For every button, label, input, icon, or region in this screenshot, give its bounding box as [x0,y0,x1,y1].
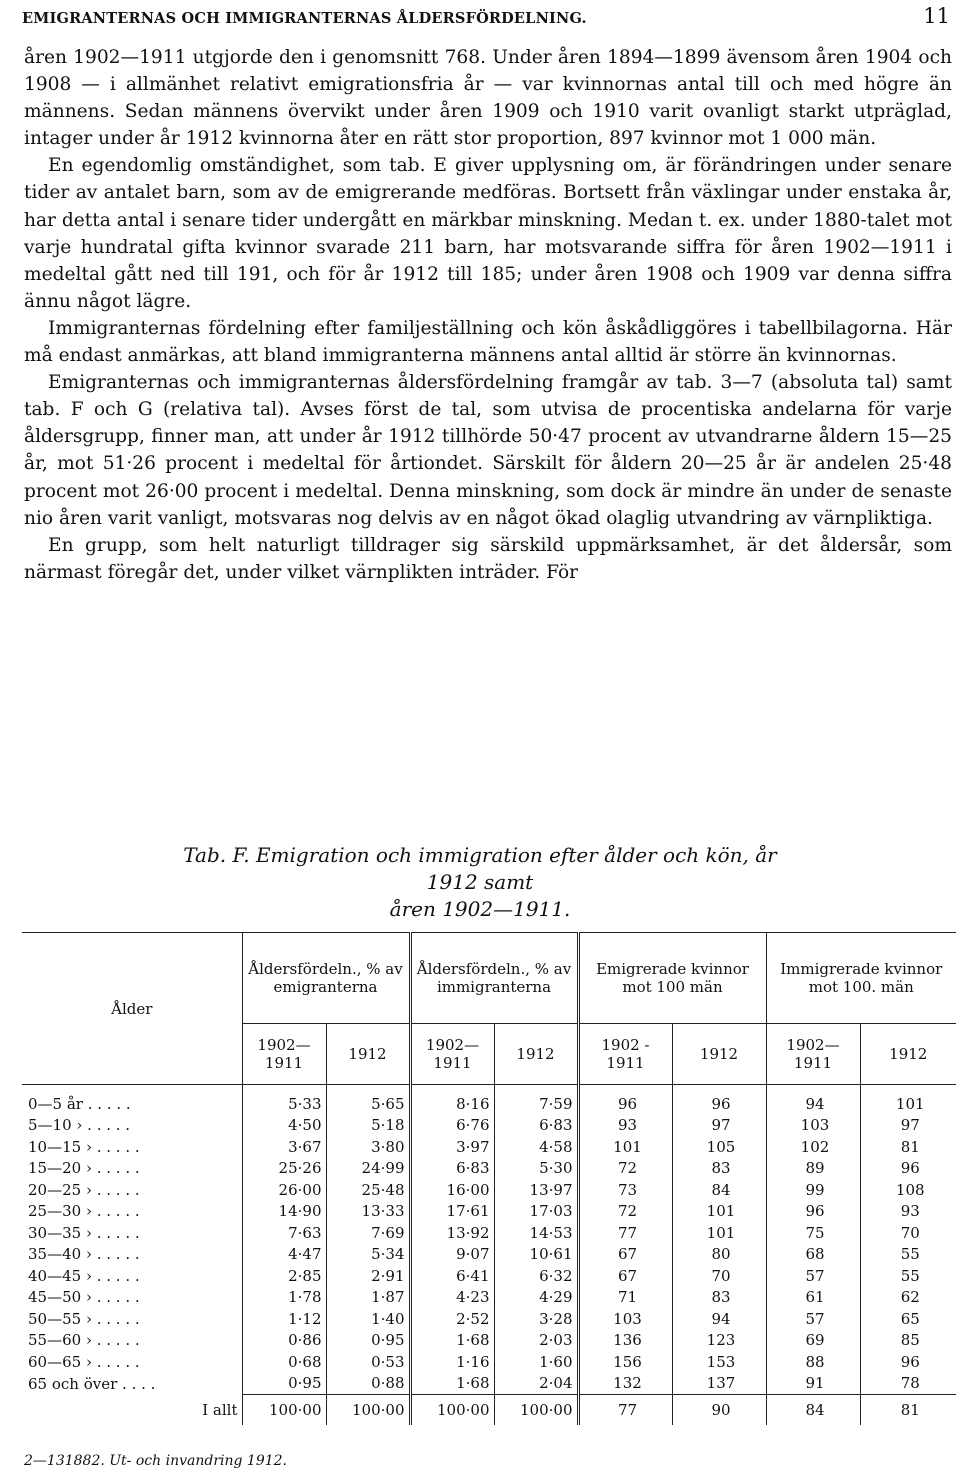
value-cell: 96 [860,1158,956,1180]
value-cell: 71 [578,1287,672,1309]
age-cell: 45—50 › . . . . . [28,1288,140,1307]
total-value-cell: 100·00 [242,1395,326,1426]
value-cell: 13·33 [326,1201,410,1223]
age-cell: 65 och över . . . . [28,1374,156,1393]
table-row [22,1222,956,1244]
group-header: Immigrerade kvinnor mot 100. män [766,933,956,1024]
age-cell: 30—35 › . . . . . [28,1223,140,1242]
total-value-cell: 100·00 [494,1395,578,1426]
age-cell: 10—15 › . . . . . [28,1137,140,1156]
table-row [22,1115,956,1137]
value-cell: 55 [860,1244,956,1266]
value-cell: 16·00 [410,1179,494,1201]
value-cell: 5·30 [494,1158,578,1180]
value-cell: 94 [766,1085,860,1115]
value-cell: 14·90 [242,1201,326,1223]
value-cell: 99 [766,1179,860,1201]
table-row [22,1351,956,1373]
paragraph: åren 1902—1911 utgjorde den i genomsnitt 768. Under åren 1894—1899 ävensom åren 1904 och 1908 — i allmänhet relativt emigrationsfria år — var kvinnornas antal till och med högre än männens. Sedan männens övervikt under åren 1909 och 1910 varit ovanligt starkt utpräglad, intager under år 1912 kvinnorna åter en rätt stor proportion, 897 kvinnor mot 1 000 män. [24,47,952,150]
value-cell: 1·12 [242,1308,326,1330]
value-cell: 97 [672,1115,766,1137]
value-cell: 70 [672,1265,766,1287]
sub-header: 1912 [860,1024,956,1085]
value-cell: 6·83 [410,1158,494,1180]
value-cell: 55 [860,1265,956,1287]
value-cell: 1·40 [326,1308,410,1330]
value-cell: 3·28 [494,1308,578,1330]
value-cell: 89 [766,1158,860,1180]
sub-header: 1902 - 1911 [578,1024,672,1085]
running-header [22,4,950,30]
value-cell: 0·95 [242,1373,326,1395]
table-row [22,1244,956,1266]
age-cell: 60—65 › . . . . . [28,1352,140,1371]
sub-header: 1902— 1911 [766,1024,860,1085]
table-row [22,1330,956,1352]
value-cell: 5·18 [326,1115,410,1137]
value-cell: 65 [860,1308,956,1330]
value-cell: 108 [860,1179,956,1201]
age-cell: 35—40 › . . . . . [28,1245,140,1264]
paragraph: Emigranternas och immigranternas åldersfördelning framgår av tab. 3—7 (absoluta tal) samt tab. F och G (relativa tal). Avses först de tal, som utvisa de procentiska andelarna för varje åldersgrupp, finner man, att under år 1912 tillhörde 50·47 procent av utvandrarne åldern 15—25 år, mot 51·26 procent i medeltal för årtiondet. Särskilt för åldern 20—25 år är andelen 25·48 procent mot 26·00 procent i medeltal. Denna minskning, som dock är mindre än under de senaste nio åren varit vanligt, motsvaras nog delvis av en något ökad olaglig utvandring av värnpliktiga. [24,372,952,529]
value-cell: 1·87 [326,1287,410,1309]
value-cell: 2·91 [326,1265,410,1287]
value-cell: 103 [766,1115,860,1137]
value-cell: 13·92 [410,1222,494,1244]
value-cell: 0·95 [326,1330,410,1352]
value-cell: 17·03 [494,1201,578,1223]
body-text [24,44,952,586]
sub-header: 1912 [494,1024,578,1085]
age-cell: 5—10 › . . . . . [28,1116,131,1135]
value-cell: 17·61 [410,1201,494,1223]
value-cell: 2·85 [242,1265,326,1287]
value-cell: 137 [672,1373,766,1395]
table-row [22,1201,956,1223]
value-cell: 6·41 [410,1265,494,1287]
value-cell: 94 [672,1308,766,1330]
age-cell: 40—45 › . . . . . [28,1266,140,1285]
value-cell: 75 [766,1222,860,1244]
value-cell: 80 [672,1244,766,1266]
value-cell: 68 [766,1244,860,1266]
value-cell: 105 [672,1136,766,1158]
value-cell: 7·59 [494,1085,578,1115]
group-header: Åldersfördeln., % av immigranterna [410,933,578,1024]
value-cell: 4·50 [242,1115,326,1137]
table-row [22,1179,956,1201]
value-cell: 62 [860,1287,956,1309]
value-cell: 1·16 [410,1351,494,1373]
sub-header: 1912 [326,1024,410,1085]
value-cell: 9·07 [410,1244,494,1266]
table-row [22,1287,956,1309]
value-cell: 5·65 [326,1085,410,1115]
page-number: 11 [923,4,950,28]
group-header: Åldersfördeln., % av emigranterna [242,933,410,1024]
value-cell: 103 [578,1308,672,1330]
caption-line: Tab. F. Emigration och immigration efter ålder och kön, år 1912 samt [183,843,777,894]
value-cell: 57 [766,1265,860,1287]
sub-header: 1902— 1911 [410,1024,494,1085]
value-cell: 0·86 [242,1330,326,1352]
value-cell: 3·80 [326,1136,410,1158]
value-cell: 96 [672,1085,766,1115]
value-cell: 102 [766,1136,860,1158]
value-cell: 0·53 [326,1351,410,1373]
table-row [22,1265,956,1287]
age-header: Ålder [111,999,153,1018]
value-cell: 72 [578,1158,672,1180]
value-cell: 3·67 [242,1136,326,1158]
value-cell: 123 [672,1330,766,1352]
value-cell: 73 [578,1179,672,1201]
value-cell: 13·97 [494,1179,578,1201]
value-cell: 78 [860,1373,956,1395]
value-cell: 2·52 [410,1308,494,1330]
value-cell: 10·61 [494,1244,578,1266]
table-row [22,1373,956,1395]
value-cell: 96 [860,1351,956,1373]
table-caption [160,842,800,923]
total-value-cell: 77 [578,1395,672,1426]
value-cell: 93 [578,1115,672,1137]
total-value-cell: 81 [860,1395,956,1426]
paragraph: Immigranternas fördelning efter familjeställning och kön åskådliggöres i tabellbilagorna. Här må endast anmärkas, att bland immigranterna männens antal alltid är större än kvinnornas. [24,317,952,367]
sub-header: 1912 [672,1024,766,1085]
value-cell: 4·47 [242,1244,326,1266]
value-cell: 101 [860,1085,956,1115]
value-cell: 5·34 [326,1244,410,1266]
value-cell: 8·16 [410,1085,494,1115]
value-cell: 67 [578,1265,672,1287]
value-cell: 7·69 [326,1222,410,1244]
age-cell: 20—25 › . . . . . [28,1180,140,1199]
value-cell: 156 [578,1351,672,1373]
value-cell: 4·23 [410,1287,494,1309]
value-cell: 1·68 [410,1330,494,1352]
value-cell: 7·63 [242,1222,326,1244]
table-row [22,1136,956,1158]
value-cell: 1·78 [242,1287,326,1309]
value-cell: 3·97 [410,1136,494,1158]
age-cell: 15—20 › . . . . . [28,1159,140,1178]
table-row [22,1158,956,1180]
total-label: I allt [202,1400,238,1419]
value-cell: 93 [860,1201,956,1223]
value-cell: 96 [578,1085,672,1115]
value-cell: 61 [766,1287,860,1309]
value-cell: 57 [766,1308,860,1330]
age-cell: 25—30 › . . . . . [28,1202,140,1221]
total-value-cell: 84 [766,1395,860,1426]
total-value-cell: 100·00 [326,1395,410,1426]
value-cell: 88 [766,1351,860,1373]
table-row [22,1308,956,1330]
value-cell: 77 [578,1222,672,1244]
value-cell: 26·00 [242,1179,326,1201]
value-cell: 14·53 [494,1222,578,1244]
total-value-cell: 90 [672,1395,766,1426]
value-cell: 101 [672,1222,766,1244]
value-cell: 70 [860,1222,956,1244]
value-cell: 5·33 [242,1085,326,1115]
value-cell: 6·83 [494,1115,578,1137]
value-cell: 85 [860,1330,956,1352]
value-cell: 81 [860,1136,956,1158]
value-cell: 72 [578,1201,672,1223]
value-cell: 0·88 [326,1373,410,1395]
value-cell: 6·76 [410,1115,494,1137]
value-cell: 83 [672,1287,766,1309]
sub-header: 1902— 1911 [242,1024,326,1085]
age-distribution-table [22,932,956,1425]
value-cell: 2·04 [494,1373,578,1395]
value-cell: 6·32 [494,1265,578,1287]
value-cell: 136 [578,1330,672,1352]
age-cell: 50—55 › . . . . . [28,1309,140,1328]
age-cell: 0—5 år . . . . . [28,1094,131,1113]
caption-line: åren 1902—1911. [389,897,571,921]
value-cell: 4·29 [494,1287,578,1309]
total-value-cell: 100·00 [410,1395,494,1426]
age-cell: 55—60 › . . . . . [28,1331,140,1350]
value-cell: 67 [578,1244,672,1266]
value-cell: 1·60 [494,1351,578,1373]
total-row [22,1395,956,1426]
paragraph: En egendomlig omständighet, som tab. E giver upplysning om, är förändringen under senare tider av antalet barn, som av de emigrerande medföras. Bortsett från växlingar under enstaka år, har detta antal i senare tider undergått en märkbar minskning. Medan t. ex. under 1880-talet mot varje hundratal gifta kvinnor svarade 211 barn, har motsvarande siffra för åren 1902—1911 i medeltal gått ned till 191, och för år 1912 till 185; under åren 1908 och 1909 var denna siffra ännu något lägre. [24,155,952,312]
value-cell: 24·99 [326,1158,410,1180]
value-cell: 101 [672,1201,766,1223]
value-cell: 25·26 [242,1158,326,1180]
table-row [22,1085,956,1115]
group-header: Emigrerade kvinnor mot 100 män [578,933,766,1024]
footer-note: 2—131882. Ut- och invandring 1912. [24,1453,287,1469]
value-cell: 69 [766,1330,860,1352]
value-cell: 153 [672,1351,766,1373]
paragraph: En grupp, som helt naturligt tilldrager sig särskild uppmärksamhet, är det åldersår, som närmast föregår det, under vilket värnplikten inträder. För [24,534,952,583]
value-cell: 91 [766,1373,860,1395]
value-cell: 97 [860,1115,956,1137]
value-cell: 4·58 [494,1136,578,1158]
value-cell: 96 [766,1201,860,1223]
value-cell: 84 [672,1179,766,1201]
value-cell: 1·68 [410,1373,494,1395]
value-cell: 0·68 [242,1351,326,1373]
value-cell: 132 [578,1373,672,1395]
value-cell: 101 [578,1136,672,1158]
value-cell: 2·03 [494,1330,578,1352]
value-cell: 25·48 [326,1179,410,1201]
value-cell: 83 [672,1158,766,1180]
header-title: EMIGRANTERNAS OCH IMMIGRANTERNAS ÅLDERSFÖRDELNING. [22,10,587,27]
